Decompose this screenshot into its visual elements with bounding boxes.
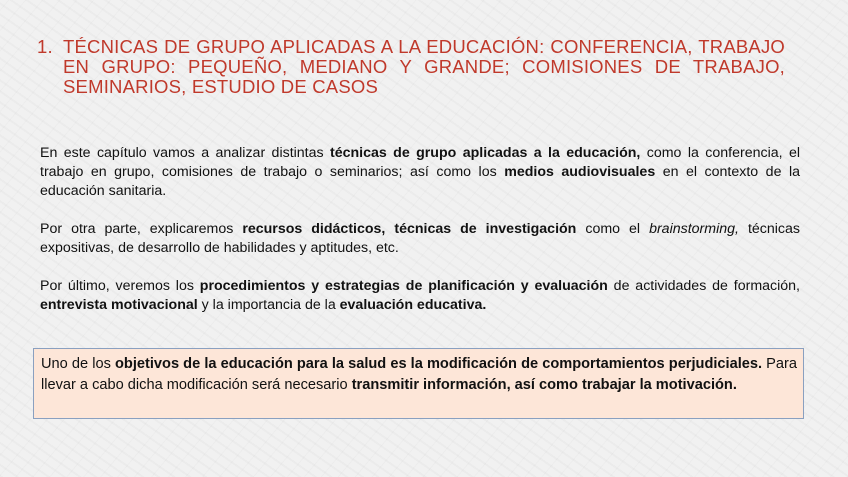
paragraph-bold: entrevista motivacional [40, 297, 198, 313]
paragraph-bold: evaluación educativa. [339, 297, 487, 313]
paragraph-text: Por último, veremos los [40, 278, 200, 294]
paragraph-text: como el [576, 221, 650, 237]
callout-text: Para llevar a cabo dicha modificación será necesario [41, 356, 798, 393]
callout-text: Uno de los [41, 356, 115, 372]
heading-number: 1. [37, 36, 53, 57]
paragraph-italic: brainstorming, [649, 221, 739, 237]
paragraph-text: En este capítulo vamos a analizar distintas [40, 145, 330, 161]
callout-bold: transmitir información, así como trabajar la motivación. [351, 377, 737, 393]
paragraph-bold: recursos didácticos, técnicas de investigación [242, 221, 577, 237]
paragraph-text: de actividades de formación, [607, 278, 800, 294]
intro-paragraph [40, 144, 800, 201]
heading-text: TÉCNICAS DE GRUPO APLICADAS A LA EDUCACIÓN: CONFERENCIA, TRABAJO EN GRUPO: PEQUEÑO, MEDIANO Y GRANDE; COMISIONES DE TRABAJO, SEMINARIOS, ESTUDIO DE CASOS [63, 36, 785, 97]
resources-paragraph [40, 220, 800, 258]
objectives-callout [33, 348, 804, 419]
paragraph-text: como la conferencia, el trabajo en grupo, comisiones de trabajo o seminarios; así como los [40, 145, 800, 180]
paragraph-text: Por otra parte, explicaremos [40, 221, 243, 237]
paragraph-text: en el contexto de la educación sanitaria. [40, 164, 800, 199]
paragraph-text: y la importancia de la [197, 297, 340, 313]
procedures-paragraph [40, 277, 800, 315]
paragraph-bold: procedimientos y estrategias de planificación y evaluación [199, 278, 608, 294]
paragraph-bold: técnicas de grupo aplicadas a la educación, [330, 145, 641, 161]
paragraph-bold: medios audiovisuales [504, 164, 656, 180]
callout-bold: objetivos de la educación para la salud es la modificación de comportamientos perjudiciales. [115, 356, 763, 372]
paragraph-text: técnicas expositivas, de desarrollo de habilidades y aptitudes, etc. [40, 221, 801, 256]
section-heading [37, 37, 785, 97]
